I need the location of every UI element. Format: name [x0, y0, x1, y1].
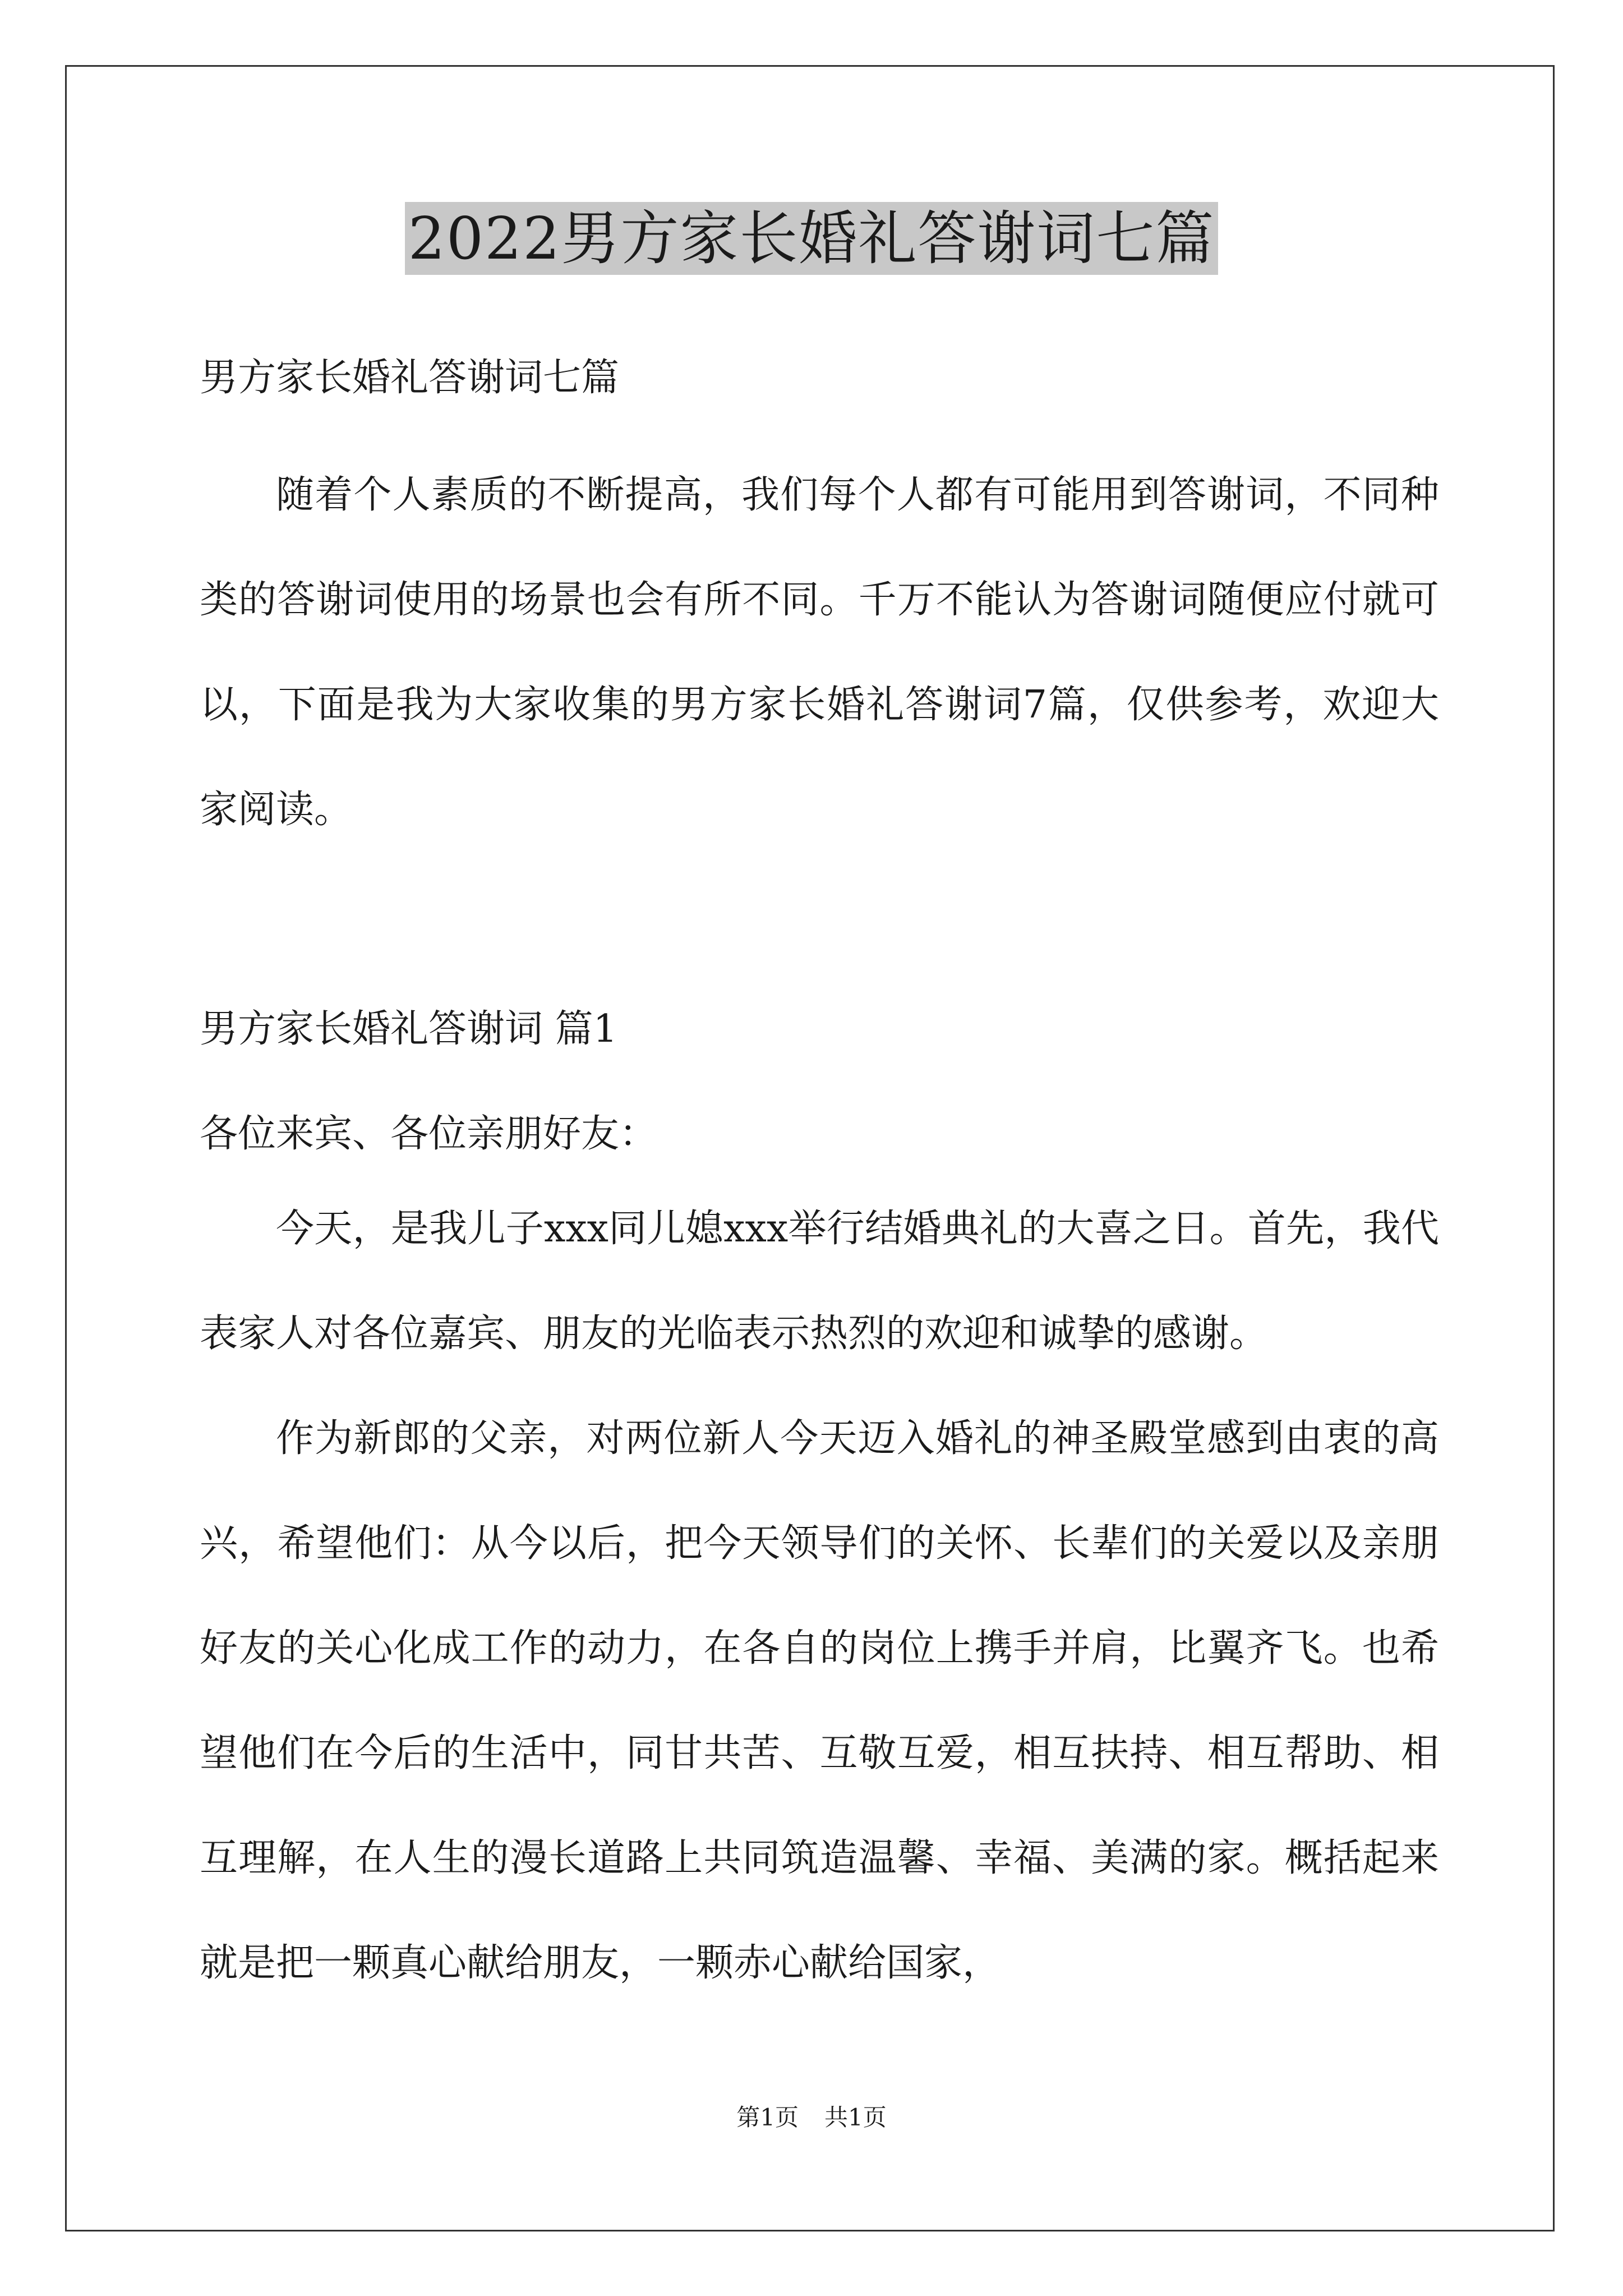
document-title: 2022男方家长婚礼答谢词七篇 [405, 202, 1219, 275]
page-number: 第1页 [736, 2104, 799, 2131]
document-subtitle: 男方家长婚礼答谢词七篇 [200, 356, 620, 400]
intro-paragraph: 随着个人素质的不断提高，我们每个人都有可能用到答谢词，不同种类的答谢词使用的场景也会有所不同。千万不能认为答谢词随便应付就可以，下面是我为大家收集的男方家长婚礼答谢词7篇，仅供参考，欢迎大家阅读。 [200, 473, 1439, 832]
title-block [0, 202, 1623, 275]
body-paragraph-1: 今天，是我儿子xxx同儿媳xxx举行结婚典礼的大喜之日。首先，我代表家人对各位嘉宾、朋友的光临表示热烈的欢迎和诚挚的感谢。 [200, 1207, 1439, 1356]
greeting-line: 各位来宾、各位亲朋好友： [200, 1112, 658, 1156]
section-heading: 男方家长婚礼答谢词 篇1 [200, 1007, 617, 1051]
body-paragraph-2: 作为新郎的父亲，对两位新人今天迈入婚礼的神圣殿堂感到由衷的高兴，希望他们：从今以后，把今天领导们的关怀、长辈们的关爱以及亲朋好友的关心化成工作的动力，在各自的岗位上携手并肩，比翼齐飞。也希望他们在今后的生活中，同甘共苦、互敬互爱，相互扶持、相互帮助、相互理解，在人生的漫长道路上共同筑造温馨、幸福、美满的家。概括起来就是把一颗真心献给朋友，一颗赤心献给国家， [200, 1416, 1439, 1985]
page-footer [0, 2101, 1623, 2134]
page-total: 共1页 [824, 2104, 887, 2131]
